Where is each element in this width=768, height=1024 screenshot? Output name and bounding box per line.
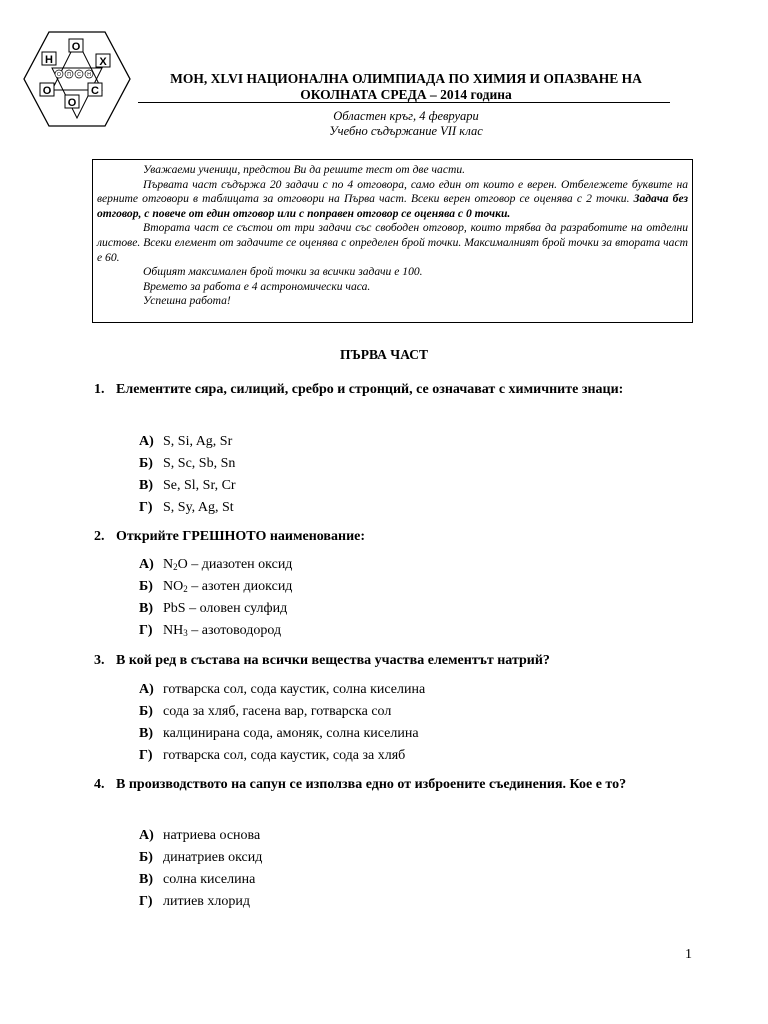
question-4 bbox=[94, 774, 694, 796]
option-text: сода за хляб, гасена вар, готварска сол bbox=[163, 704, 392, 719]
logo-letter-h: H bbox=[45, 54, 53, 66]
option-letter: Б) bbox=[139, 579, 153, 594]
option-1b bbox=[139, 455, 235, 473]
olympiad-logo bbox=[22, 30, 132, 128]
instructions-part1-text: Първата част съдържа 20 задачи с по 4 отговора, само един от които е верен. Отбележете буквите на верните отговори в таблицата за отговори на Първа част. Всеки верен отговор се оценява с 2 точки. bbox=[97, 177, 688, 206]
option-2a bbox=[139, 556, 292, 576]
instructions-part2: Втората част се състои от три задачи със свободен отговор, които трябва да разработите на отделни листове. Всеки елемент от задачите се оценява с определен брой точки. Максималният брой точки за втората част е 60. bbox=[97, 221, 688, 264]
logo-letter-c: C bbox=[91, 85, 99, 97]
instructions-intro: Уважаеми ученици, предстои Ви да решите тест от две части. bbox=[143, 163, 466, 176]
question-number: 2. bbox=[94, 529, 105, 544]
section-title: ПЪРВА ЧАСТ bbox=[339, 347, 429, 362]
question-number: 3. bbox=[94, 653, 105, 668]
option-letter: А) bbox=[139, 557, 154, 572]
logo-letter-x: X bbox=[99, 56, 107, 68]
instructions-max-points: Общият максимален брой точки за всички задачи е 100. bbox=[143, 265, 423, 279]
title-line-1: МОН, XLVI НАЦИОНАЛНА ОЛИМПИАДА ПО ХИМИЯ И ОПАЗВАНЕ НА bbox=[170, 71, 642, 86]
option-text: натриева основа bbox=[163, 828, 261, 843]
question-number: 1. bbox=[94, 382, 105, 397]
instructions-part1-bold: Задача без отговор, с повече от един отговор или с поправен отговор се оценява с 0 точки. bbox=[97, 192, 688, 220]
option-2d bbox=[139, 622, 281, 642]
option-text: Se, Sl, Sr, Cr bbox=[163, 478, 236, 493]
formula-post: – азотоводород bbox=[187, 623, 282, 638]
option-3c bbox=[139, 725, 419, 743]
option-letter: В) bbox=[139, 601, 153, 616]
option-4a bbox=[139, 827, 260, 845]
question-text: В производството на сапун се използва едно от изброените съединения. Кое е то? bbox=[116, 777, 627, 792]
option-4c bbox=[139, 871, 255, 889]
option-text: готварска сол, сода каустик, сода за хляб bbox=[163, 748, 406, 763]
logo-ring-letter: О bbox=[57, 72, 61, 78]
logo-letter-o-top: O bbox=[71, 41, 81, 53]
option-letter: Г) bbox=[139, 623, 153, 638]
formula-subscript: 3 bbox=[183, 628, 188, 638]
question-text: Елементите сяра, силиций, сребро и стронций, се означават с химичните знаци: bbox=[116, 382, 624, 397]
formula-pre: N bbox=[163, 557, 174, 572]
page-number: 1 bbox=[685, 947, 692, 962]
option-4b bbox=[139, 849, 262, 867]
logo-ring-letter: П bbox=[67, 72, 71, 78]
formula-subscript: 2 bbox=[173, 562, 178, 572]
option-letter: В) bbox=[139, 478, 153, 493]
option-1d bbox=[139, 499, 234, 517]
option-letter: Г) bbox=[139, 894, 153, 909]
option-3b bbox=[139, 703, 391, 721]
option-letter: В) bbox=[139, 726, 153, 741]
option-letter: В) bbox=[139, 872, 153, 887]
option-1a bbox=[139, 433, 232, 451]
question-number: 4. bbox=[94, 777, 105, 792]
option-letter: Б) bbox=[139, 704, 153, 719]
document-title bbox=[140, 71, 672, 103]
question-1 bbox=[94, 379, 694, 401]
instructions-box bbox=[92, 159, 693, 323]
option-text: S, Sc, Sb, Sn bbox=[163, 456, 236, 471]
option-text: S, Si, Ag, Sr bbox=[163, 434, 233, 449]
formula-pre: NH bbox=[163, 623, 184, 638]
option-text: солна киселина bbox=[163, 872, 256, 887]
option-3d bbox=[139, 747, 405, 765]
option-3a bbox=[139, 681, 425, 699]
option-4d bbox=[139, 893, 250, 911]
option-2b bbox=[139, 578, 292, 598]
formula-post: – азотен диоксид bbox=[187, 579, 293, 594]
title-line-2: ОКОЛНАТА СРЕДА – 2014 година bbox=[300, 87, 512, 102]
option-text: S, Sy, Ag, St bbox=[163, 500, 234, 515]
option-letter: А) bbox=[139, 434, 154, 449]
option-text: динатриев оксид bbox=[163, 850, 263, 865]
formula-pre: NO bbox=[163, 579, 184, 594]
option-letter: Б) bbox=[139, 456, 153, 471]
formula-post: O – диазотен оксид bbox=[177, 557, 293, 572]
instructions-part1 bbox=[97, 178, 688, 222]
option-text: готварска сол, сода каустик, солна киселина bbox=[163, 682, 426, 697]
formula-pre: PbS – оловен сулфид bbox=[163, 601, 288, 616]
option-text: литиев хлорид bbox=[163, 894, 251, 909]
logo-ring-letter: Н bbox=[87, 72, 91, 78]
logo-letter-o-bottom: O bbox=[67, 97, 77, 109]
question-3 bbox=[94, 650, 694, 672]
question-2 bbox=[94, 526, 694, 548]
option-text: калцинирана сода, амоняк, солна киселина bbox=[163, 726, 419, 741]
logo-ring-letter: С bbox=[77, 72, 81, 78]
instructions-time: Времето за работа е 4 астрономически часа. bbox=[143, 279, 371, 293]
option-letter: Б) bbox=[139, 850, 153, 865]
option-2c bbox=[139, 600, 287, 618]
content-info: Учебно съдържание VII клас bbox=[329, 124, 483, 138]
logo-letter-o-left: O bbox=[42, 85, 52, 97]
question-text: В кой ред в състава на всички вещества участва елементът натрий? bbox=[116, 653, 550, 668]
question-text: Открийте ГРЕШНОТО наименование: bbox=[116, 529, 366, 544]
option-letter: Г) bbox=[139, 500, 153, 515]
option-letter: А) bbox=[139, 828, 154, 843]
option-letter: А) bbox=[139, 682, 154, 697]
option-letter: Г) bbox=[139, 748, 153, 763]
header-divider bbox=[138, 102, 670, 103]
round-info: Областен кръг, 4 февруари bbox=[333, 109, 479, 123]
option-1c bbox=[139, 477, 236, 495]
instructions-good-luck: Успешна работа! bbox=[143, 294, 231, 308]
formula-subscript: 2 bbox=[183, 584, 188, 594]
